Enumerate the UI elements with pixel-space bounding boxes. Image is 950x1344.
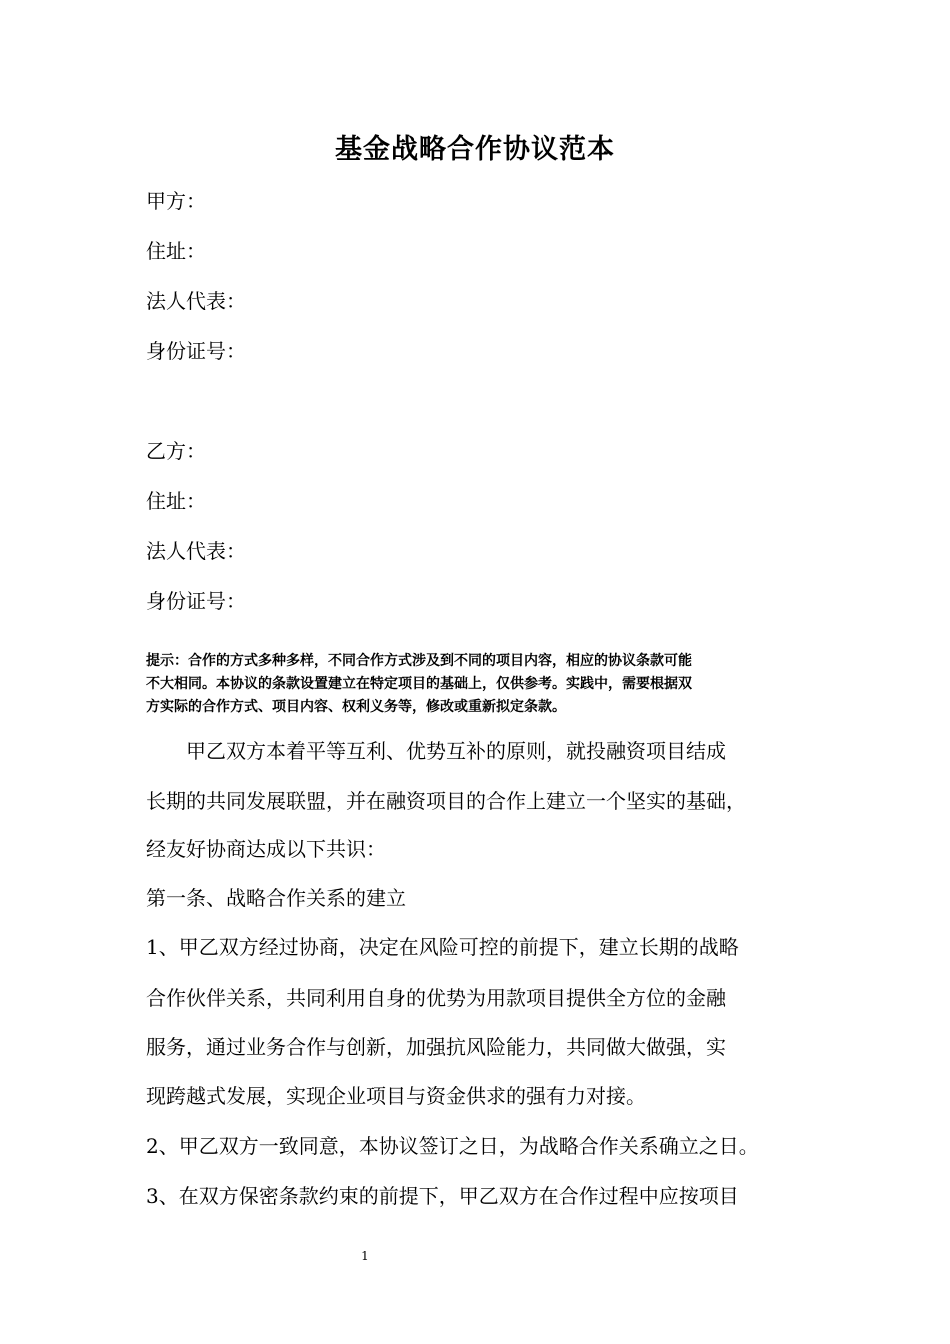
party-b-legal-rep-label: 法人代表： [146, 539, 246, 563]
document-title: 基金战略合作协议范本 [335, 134, 615, 165]
article-heading: 第一条、战略合作关系的建立 [146, 886, 406, 910]
party-a-legal-rep-label: 法人代表： [146, 289, 246, 313]
body-paragraph-line: 甲乙双方本着平等互利、优势互补的原则，就投融资项目结成 [186, 739, 726, 763]
page-number: 1 [361, 1249, 369, 1263]
tip-line: 方实际的合作方式、项目内容、权利义务等，修改或重新拟定条款。 [146, 699, 566, 715]
tip-line: 不大相同。本协议的条款设置建立在特定项目的基础上，仅供参考。实践中，需要根据双 [146, 676, 692, 692]
clause-line: 2、甲乙双方一致同意，本协议签订之日，为战略合作关系确立之日。 [146, 1134, 759, 1158]
tip-note [146, 650, 806, 719]
clause-line: 1、甲乙双方经过协商，决定在风险可控的前提下，建立长期的战略 [146, 935, 739, 959]
body-paragraph-line: 长期的共同发展联盟，并在融资项目的合作上建立一个坚实的基础， [146, 789, 746, 813]
tip-line: 提示：合作的方式多种多样，不同合作方式涉及到不同的项目内容，相应的协议条款可能 [146, 653, 692, 669]
party-b-label: 乙方： [146, 439, 206, 463]
party-a-id-label: 身份证号： [146, 339, 246, 363]
party-a-address-label: 住址： [146, 239, 206, 263]
clause-line: 合作伙伴关系，共同利用自身的优势为用款项目提供全方位的金融 [146, 986, 726, 1010]
clause-line: 服务，通过业务合作与创新，加强抗风险能力，共同做大做强，实 [146, 1035, 726, 1059]
body-paragraph-line: 经友好协商达成以下共识： [146, 837, 386, 861]
clause-line: 现跨越式发展，实现企业项目与资金供求的强有力对接。 [146, 1084, 646, 1108]
clause-line: 3、在双方保密条款约束的前提下，甲乙双方在合作过程中应按项目 [146, 1184, 739, 1208]
party-b-address-label: 住址： [146, 489, 206, 513]
party-b-id-label: 身份证号： [146, 589, 246, 613]
party-a-label: 甲方： [146, 189, 206, 213]
